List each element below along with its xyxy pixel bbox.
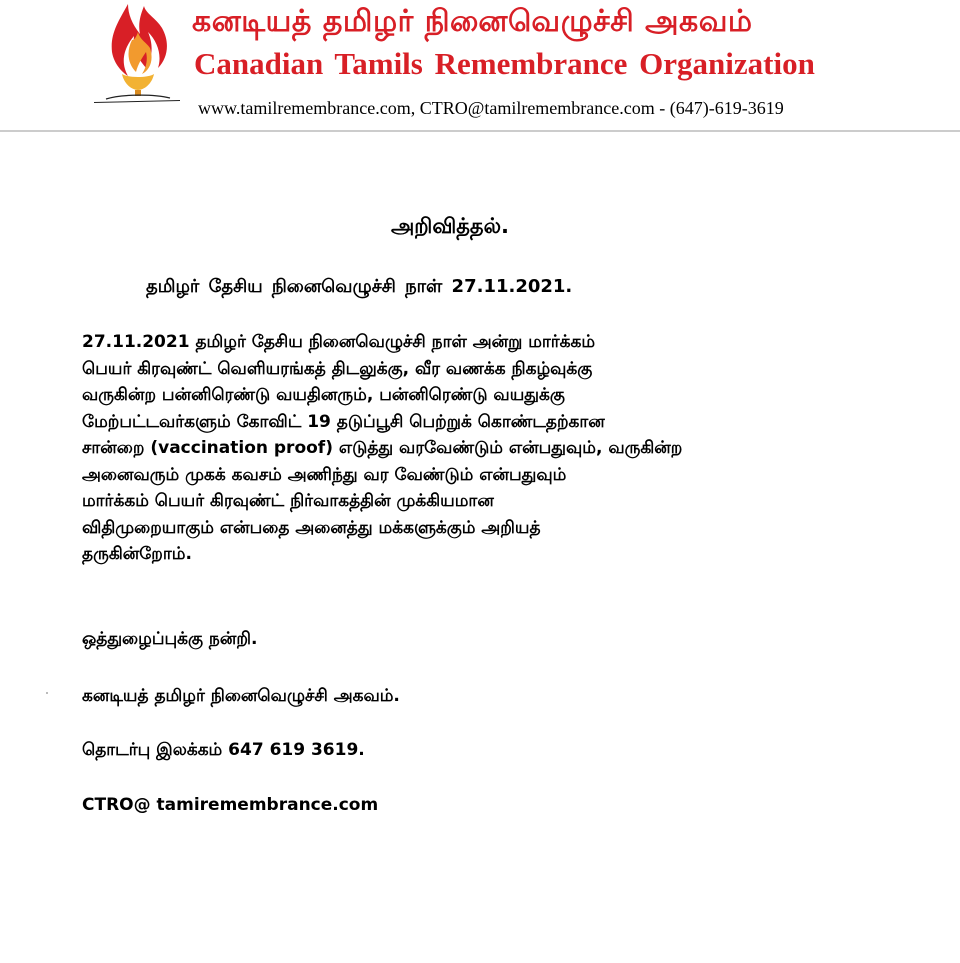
- thanks-line: ஒத்துழைப்புக்கு நன்றி.: [82, 629, 258, 649]
- body-line: தருகின்றோம்.: [82, 544, 192, 564]
- body-line: 27.11.2021 தமிழர் தேசிய நினைவெழுச்சி நாள் அன்று மார்க்கம்: [82, 332, 596, 352]
- phone-line: தொடர்பு இலக்கம் 647 619 3619.: [82, 740, 365, 760]
- flame-logo-icon: [88, 2, 186, 106]
- body-line: மார்க்கம் பெயர் கிரவுண்ட் நிர்வாகத்தின் முக்கியமான: [82, 491, 494, 511]
- notice-body: [82, 329, 892, 568]
- body-line: விதிமுறையாகும் என்பதை அனைத்து மக்களுக்கும் அறியத்: [82, 517, 541, 538]
- body-line: மேற்பட்டவர்களும் கோவிட் 19 தடுப்பூசி பெற்றுக் கொண்டதற்கான: [82, 411, 605, 432]
- org-name-english: Canadian Tamils Remembrance Organization: [194, 46, 815, 81]
- org-name-tamil: கனடியத் தமிழர் நினைவெழுச்சி அகவம்: [192, 4, 753, 39]
- notice-subtitle: தமிழர் தேசிய நினைவெழுச்சி நாள் 27.11.2021.: [146, 276, 573, 297]
- contact-line: www.tamilremembrance.com, CTRO@tamilremembrance.com - (647)-619-3619: [198, 98, 784, 118]
- email-line: CTRO@ tamiremembrance.com: [82, 795, 379, 815]
- signature-line: கனடியத் தமிழர் நினைவெழுச்சி அகவம்.: [82, 686, 400, 706]
- letterhead: [0, 0, 960, 134]
- body-line: அனைவரும் முகக் கவசம் அணிந்து வர வேண்டும் என்பதுவும்: [82, 464, 567, 485]
- header-divider: [0, 130, 960, 132]
- notice-title: அறிவித்தல்.: [390, 214, 510, 238]
- body-line: சான்றை (vaccination proof) எடுத்து வரவேண்டும் என்பதுவும், வருகின்ற: [82, 438, 683, 458]
- scan-speck: [46, 692, 48, 694]
- body-line: பெயர் கிரவுண்ட் வெளியரங்கத் திடலுக்கு, வீர வணக்க நிகழ்வுக்கு: [82, 358, 593, 379]
- body-line: வருகின்ற பன்னிரெண்டு வயதினரும், பன்னிரெண்டு வயதுக்கு: [82, 385, 565, 405]
